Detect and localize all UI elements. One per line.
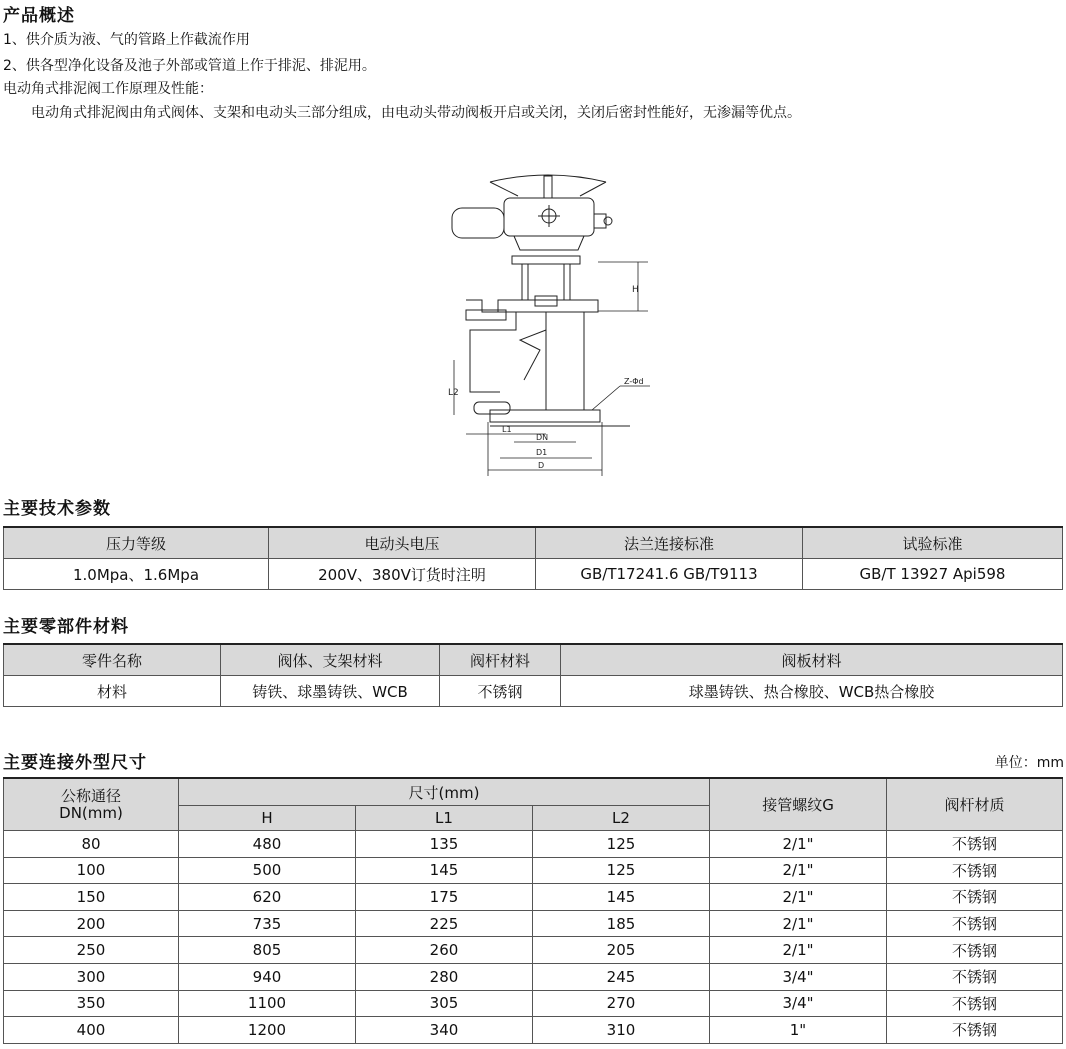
zd-leader [592,386,620,410]
table-row [4,963,1063,990]
bracket-top-plate [512,256,580,264]
table-cell: 150 [4,884,179,911]
header-thread: 接管螺纹G [710,778,887,831]
table-cell: 材料 [4,676,221,707]
table-cell: 280 [356,963,533,990]
table-cell: 不锈钢 [887,937,1063,964]
side-inlet [466,300,516,392]
overview-line-2: 2、供各型净化设备及池子外部或管道上作于排泥、排泥用。 [3,58,376,74]
table-cell: 100 [4,857,179,884]
header-size-group: 尺寸(mm) [179,778,710,806]
table-cell: 185 [533,910,710,937]
table-cell: 270 [533,990,710,1017]
table-row [4,676,1063,707]
motor-body [452,208,504,238]
handwheel-spoke-left [490,182,518,196]
table-row [4,559,1063,590]
table-cell: 500 [179,857,356,884]
label-dn: DN [536,433,549,442]
header-l1: L1 [356,806,533,831]
table-cell: 620 [179,884,356,911]
header-dn-line1: 公称通径 [60,786,121,805]
table-cell: 175 [356,884,533,911]
table-header-row [4,527,1063,559]
table-cell: 480 [179,831,356,858]
table-cell: 不锈钢 [887,990,1063,1017]
table-row [4,937,1063,964]
table-cell: 2/1" [710,884,887,911]
table-row [4,857,1063,884]
table-cell: 2/1" [710,937,887,964]
table-cell: 205 [533,937,710,964]
stem-coupling [535,296,557,306]
table-cell: 245 [533,963,710,990]
tech-params-table [3,526,1063,590]
table-cell: 805 [179,937,356,964]
actuator-neck [514,236,584,250]
table-cell: 200V、380V订货时注明 [269,559,536,590]
tech-params-title: 主要技术参数 [3,499,111,519]
side-knob-cap [604,217,612,225]
header-cell: 阀体、支架材料 [221,644,440,676]
principle-text: 电动角式排泥阀由角式阀体、支架和电动头三部分组成，由电动头带动阀板开启或关闭，关闭后密封性能好，无渗漏等优点。 [31,105,801,121]
table-row [4,990,1063,1017]
table-header-row [4,644,1063,676]
table-cell: 940 [179,963,356,990]
header-cell: 试验标准 [803,527,1063,559]
table-cell: 1200 [179,1017,356,1044]
table-row [4,910,1063,937]
table-cell: 145 [356,857,533,884]
table-row [4,884,1063,911]
handwheel-spoke-right [580,182,606,196]
unit-label: 单位：mm [994,755,1064,771]
table-cell: 不锈钢 [887,963,1063,990]
table-cell: 球墨铸铁、热合橡胶、WCB热合橡胶 [561,676,1063,707]
header-l2: L2 [533,806,710,831]
materials-table [3,643,1063,707]
label-zd: Z-Φd [624,377,644,386]
overview-title: 产品概述 [3,6,75,26]
table-cell: 1100 [179,990,356,1017]
handwheel-stem [544,176,552,198]
table-cell: 2/1" [710,910,887,937]
bottom-flange [490,410,600,422]
materials-title: 主要零部件材料 [3,617,129,637]
table-cell: 不锈钢 [887,857,1063,884]
valve-disc [520,330,546,380]
table-cell: 3/4" [710,990,887,1017]
header-cell: 阀板材料 [561,644,1063,676]
table-cell: 310 [533,1017,710,1044]
side-flange-lower [474,402,510,414]
table-cell: 不锈钢 [887,884,1063,911]
header-cell: 法兰连接标准 [536,527,803,559]
valve-diagram [430,170,650,480]
header-stem: 阀杆材质 [887,778,1063,831]
table-cell: 1.0Mpa、1.6Mpa [4,559,269,590]
header-cell: 电动头电压 [269,527,536,559]
dimensions-table [3,777,1063,1044]
label-d: D [538,461,545,470]
table-cell: 不锈钢 [440,676,561,707]
table-cell: 260 [356,937,533,964]
table-cell: 250 [4,937,179,964]
table-row [4,1017,1063,1044]
table-cell: 305 [356,990,533,1017]
table-cell: 350 [4,990,179,1017]
table-cell: 125 [533,831,710,858]
table-cell: 2/1" [710,831,887,858]
label-h: H [632,285,639,295]
table-cell: GB/T 13927 Api598 [803,559,1063,590]
dimensions-body [4,831,1063,1044]
table-header-row [4,778,1063,806]
header-cell: 阀杆材料 [440,644,561,676]
table-cell: 2/1" [710,857,887,884]
dimensions-title: 主要连接外型尺寸 [3,753,147,773]
table-cell: 80 [4,831,179,858]
header-cell: 零件名称 [4,644,221,676]
table-cell: 不锈钢 [887,910,1063,937]
table-cell: 735 [179,910,356,937]
table-cell: 不锈钢 [887,831,1063,858]
label-l1: L1 [502,425,512,434]
header-h: H [179,806,356,831]
overview-line-3: 电动角式排泥阀工作原理及性能： [3,81,213,97]
table-cell: 1" [710,1017,887,1044]
table-cell: 3/4" [710,963,887,990]
table-cell: 340 [356,1017,533,1044]
header-cell: 压力等级 [4,527,269,559]
table-row [4,831,1063,858]
overview-line-1: 1、供介质为液、气的管路上作截流作用 [3,32,250,48]
table-cell: 200 [4,910,179,937]
table-cell: 125 [533,857,710,884]
header-dn-line2: DN(mm) [59,803,123,822]
header-dn [4,778,179,831]
table-cell: 135 [356,831,533,858]
table-cell: 400 [4,1017,179,1044]
table-cell: 300 [4,963,179,990]
label-l2: L2 [448,388,459,398]
table-cell: 225 [356,910,533,937]
table-cell: 铸铁、球墨铸铁、WCB [221,676,440,707]
label-d1: D1 [536,448,548,457]
table-cell: 145 [533,884,710,911]
table-cell: GB/T17241.6 GB/T9113 [536,559,803,590]
table-cell: 不锈钢 [887,1017,1063,1044]
